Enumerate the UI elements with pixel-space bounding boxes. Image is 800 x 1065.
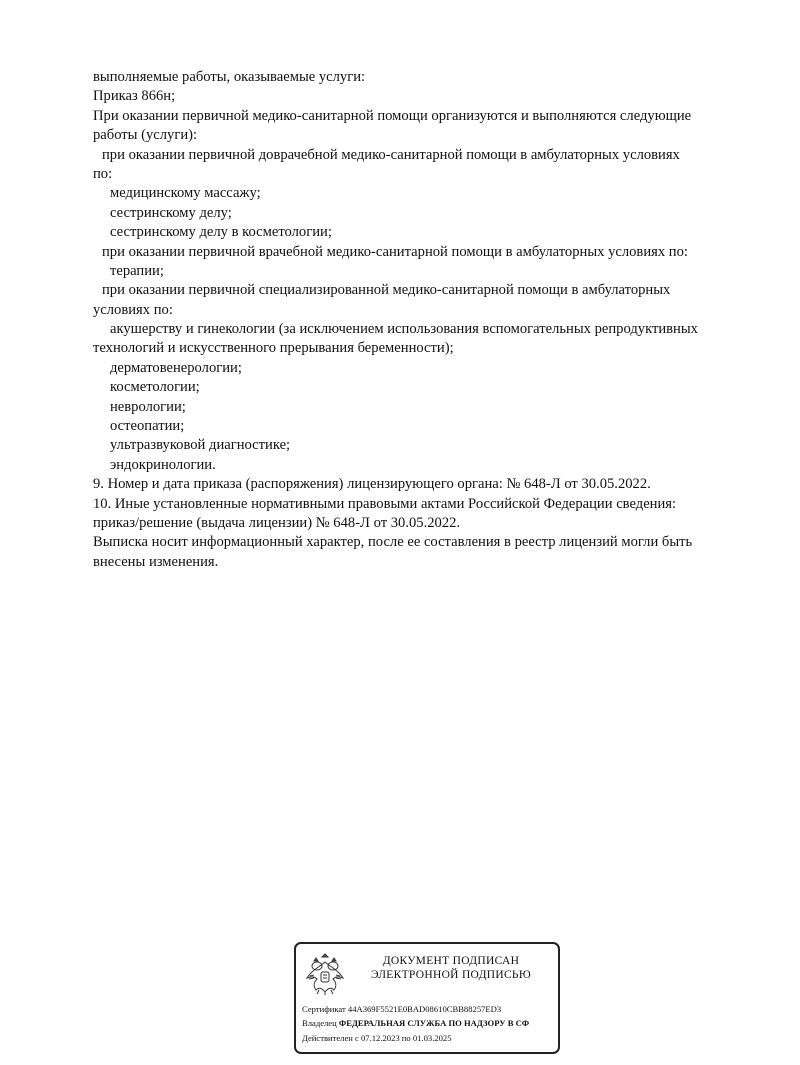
text-line: Приказ 866н; — [93, 88, 176, 105]
owner-line: Владелец ФЕДЕРАЛЬНАЯ СЛУЖБА ПО НАДЗОРУ В СФ — [302, 1018, 530, 1029]
document-body — [93, 68, 768, 572]
info-note-line-2: внесены изменения. — [93, 553, 219, 570]
list-item: терапии; — [110, 262, 164, 279]
item-10-line-1: 10. Иные установленные нормативными правовыми актами Российской Федерации сведения: — [93, 495, 677, 512]
list-item: остеопатии; — [110, 418, 185, 435]
stamp-title: ДОКУМЕНТ ПОДПИСАН ЭЛЕКТРОННОЙ ПОДПИСЬЮ — [371, 955, 531, 981]
russian-coat-of-arms-icon — [304, 950, 346, 996]
list-item: акушерству и гинекологии (за исключением использования вспомогательных репродуктивных — [110, 321, 698, 338]
text-line: при оказании первичной специализированной медико-санитарной помощи в амбулаторных — [102, 282, 671, 299]
text-line: по: — [93, 165, 113, 182]
text-line: работы (услуги): — [93, 127, 198, 144]
list-item: медицинскому массажу; — [110, 185, 261, 202]
stamp-details — [302, 1002, 560, 1045]
certificate-line: Сертификат 44A369F5521E0BAD08610CBB88257ED3 — [302, 1004, 502, 1014]
text-line: технологий и искусственного прерывания беременности); — [93, 340, 454, 357]
electronic-signature-stamp — [294, 942, 560, 1054]
list-item: эндокринологии. — [110, 456, 216, 473]
list-item: сестринскому делу; — [110, 204, 232, 221]
text-line: выполняемые работы, оказываемые услуги: — [93, 69, 366, 85]
validity-line: Действителен с 07.12.2023 по 01.03.2025 — [302, 1032, 452, 1043]
text-line: при оказании первичной доврачебной медико-санитарной помощи в амбулаторных условиях — [102, 146, 680, 163]
item-9-order-number: 9. Номер и дата приказа (распоряжения) лицензирующего органа: № 648-Л от 30.05.2022. — [93, 476, 651, 493]
list-item: сестринскому делу в косметологии; — [110, 224, 332, 241]
list-item: ультразвуковой диагностике; — [110, 437, 291, 454]
text-line: При оказании первичной медико-санитарной помощи организуются и выполняются следующие — [93, 107, 692, 124]
info-note-line-1: Выписка носит информационный характер, после ее составления в реестр лицензий могли быть — [93, 534, 693, 551]
list-item: дерматовенерологии; — [110, 359, 242, 376]
list-item: косметологии; — [110, 379, 200, 396]
text-line: условиях по: — [93, 301, 173, 318]
text-line: при оказании первичной врачебной медико-санитарной помощи в амбулаторных условиях по: — [102, 243, 688, 260]
list-item: неврологии; — [110, 398, 186, 415]
item-10-line-2: приказ/решение (выдача лицензии) № 648-Л от 30.05.2022. — [93, 514, 461, 531]
